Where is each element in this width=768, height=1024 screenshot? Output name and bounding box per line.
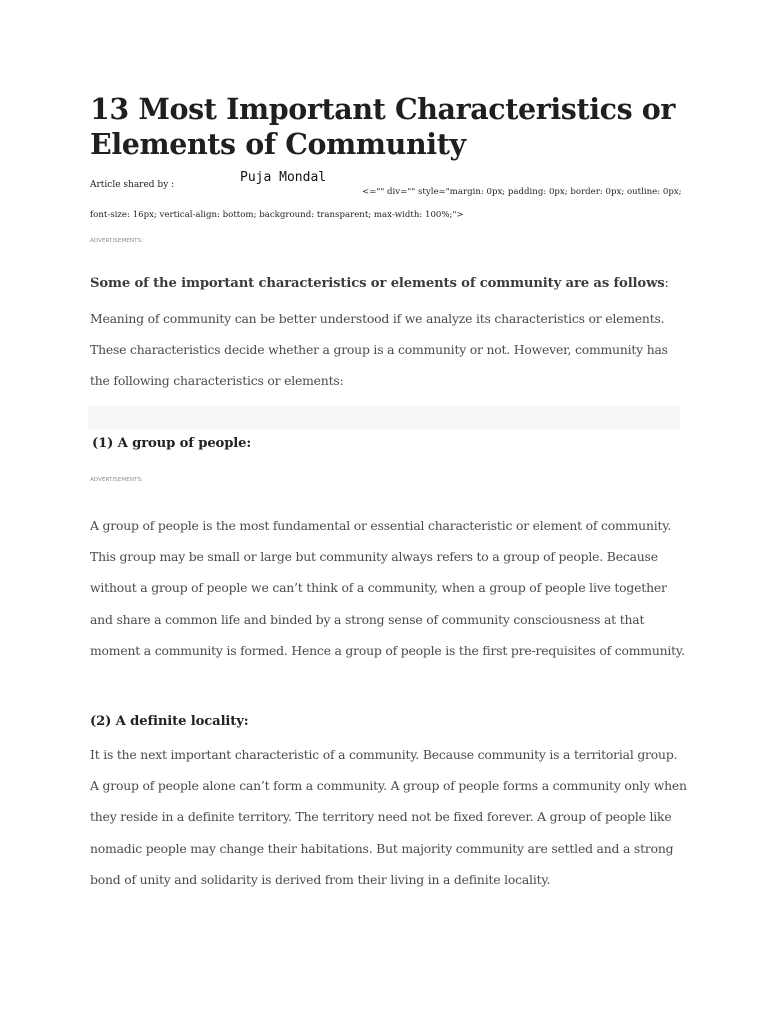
advertisement-label: ADVERTISEMENTS: xyxy=(90,238,144,244)
stray-html-text: <="" div="" style="margin: 0px; padding: 0px; border: 0px; outline: 0px; font-size: 16px; vertical-align: bottom; background: transparent; max-width: 100%;"> xyxy=(90,187,682,220)
intro-paragraph: Meaning of community can be better understood if we analyze its characteristics or elements. These characteristics decide whether a group is a community or not. However, community has the following characteristics or elements: xyxy=(90,311,668,389)
section-heading-group-of-people: (1) A group of people: xyxy=(92,436,252,451)
section-body-definite-locality: It is the next important characteristic of a community. Because community is a territorial group. A group of people alone can’t form a community. A group of people forms a community only when they reside in a definite territory. The territory need not be fixed forever. A group of people like nomadic people may change their habitations. But majority community are settled and a strong bond of unity and solidarity is derived from their living in a definite locality. xyxy=(90,747,687,887)
advertisement-label: ADVERTISEMENTS: xyxy=(90,477,144,483)
intro-heading-text: Some of the important characteristics or elements of community are as follows xyxy=(90,276,665,291)
author-name[interactable]: Puja Mondal xyxy=(240,170,327,185)
intro-heading-colon: : xyxy=(664,276,669,291)
article-title: 13 Most Important Characteristics or Elements of Community xyxy=(90,92,675,161)
section-body-group-of-people: A group of people is the most fundamental or essential characteristic or element of community. This group may be small or large but community always refers to a group of people. Because without a group of people we can’t think of a community, when a group of people live together and share a common life and binded by a strong sense of community consciousness at that moment a community is formed. Hence a group of people is the first pre-requisites of community. xyxy=(90,518,685,658)
ad-placeholder-band xyxy=(88,406,680,430)
section-heading-definite-locality: (2) A definite locality: xyxy=(90,714,249,729)
intro-heading xyxy=(90,276,690,291)
byline-label: Article shared by : xyxy=(90,180,175,190)
